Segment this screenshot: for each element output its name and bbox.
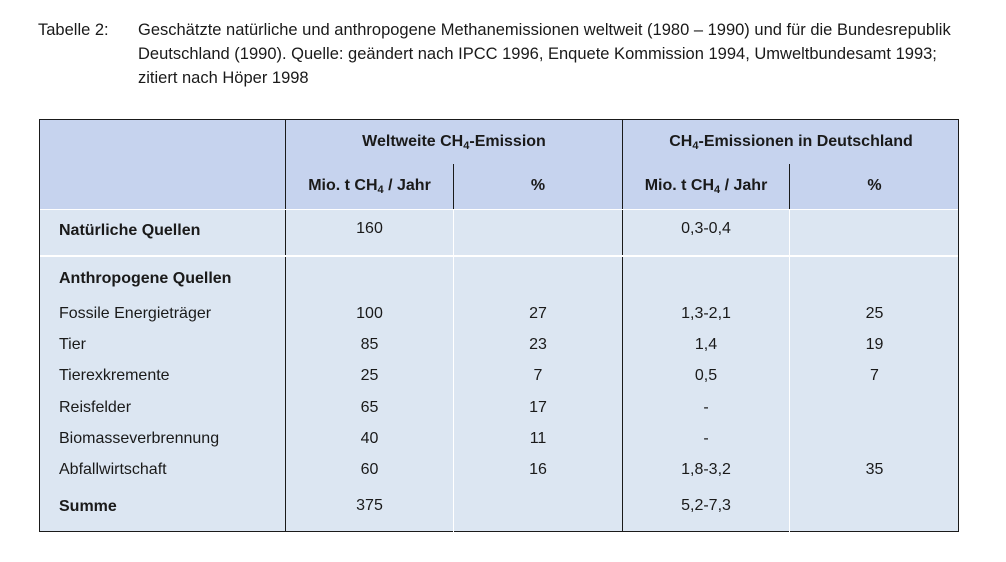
row-de-t: -: [703, 430, 709, 447]
natural-sources-label: Natürliche Quellen: [59, 222, 201, 239]
row-world-t: 60: [360, 461, 379, 478]
row-de-t: 1,4: [694, 336, 718, 353]
row-de-t: 1,8-3,2: [681, 461, 731, 478]
row-label: Fossile Energieträger: [59, 305, 212, 322]
row-de-pct: 35: [865, 461, 884, 478]
world-percent-header: %: [530, 177, 546, 194]
row-world-t: 40: [360, 430, 379, 447]
row-label: Abfallwirtschaft: [59, 461, 167, 478]
row-label: Reisfelder: [59, 399, 132, 416]
row-de-pct: 19: [865, 336, 884, 353]
row-divider: [40, 209, 958, 210]
row-divider: [40, 255, 958, 257]
germany-percent-header: %: [867, 177, 882, 194]
caption-label: Tabelle 2:: [38, 21, 109, 39]
row-world-pct: 17: [529, 399, 547, 416]
row-de-pct: 7: [870, 367, 879, 384]
row-world-t: 85: [360, 336, 379, 353]
row-world-pct: 11: [529, 430, 547, 447]
natural-world-t: 160: [356, 220, 383, 237]
row-world-pct: 16: [529, 461, 547, 478]
world-unit-header: Mio. t $CH_4$ / Jahr: [308, 177, 431, 196]
row-de-t: 0,5: [694, 367, 718, 384]
row-de-t: -: [703, 399, 709, 416]
germany-unit-header: Mio. t $CH_4$ / Jahr: [644, 177, 768, 196]
sum-world-t: 375: [356, 497, 383, 514]
row-de-pct: 25: [865, 305, 884, 322]
row-world-pct: 27: [529, 305, 547, 322]
germany-emission-header: $CH_4$-Emissionen in Deutschland: [669, 133, 913, 152]
methane-emissions-table: [39, 119, 959, 532]
row-label: Tierexkremente: [59, 367, 170, 384]
anthropogenic-sources-label: Anthropogene Quellen: [59, 270, 232, 287]
row-label: Biomasseverbrennung: [59, 430, 220, 447]
sum-de-t: 5,2-7,3: [681, 497, 731, 514]
row-world-t: 25: [360, 367, 379, 384]
row-world-t: 65: [360, 399, 379, 416]
natural-de-t: 0,3-0,4: [681, 220, 731, 237]
row-world-pct: 23: [529, 336, 547, 353]
world-emission-header: Weltweite $CH_4$-Emission: [362, 133, 546, 152]
row-world-pct: 7: [533, 367, 543, 384]
row-de-t: 1,3-2,1: [681, 305, 731, 322]
sum-label: Summe: [59, 498, 117, 515]
row-label: Tier: [59, 336, 86, 353]
row-world-t: 100: [356, 305, 383, 322]
caption-text: Geschätzte natürliche und anthropogene Methanemissionen weltweit (1980 – 1990) und für die Bundesrepublik Deutschland (1990). Quelle: geändert nach IPCC 1996, Enquete Kommission 1994, Umweltbundesamt 1993; zitiert nach Höper 1998: [138, 21, 951, 87]
